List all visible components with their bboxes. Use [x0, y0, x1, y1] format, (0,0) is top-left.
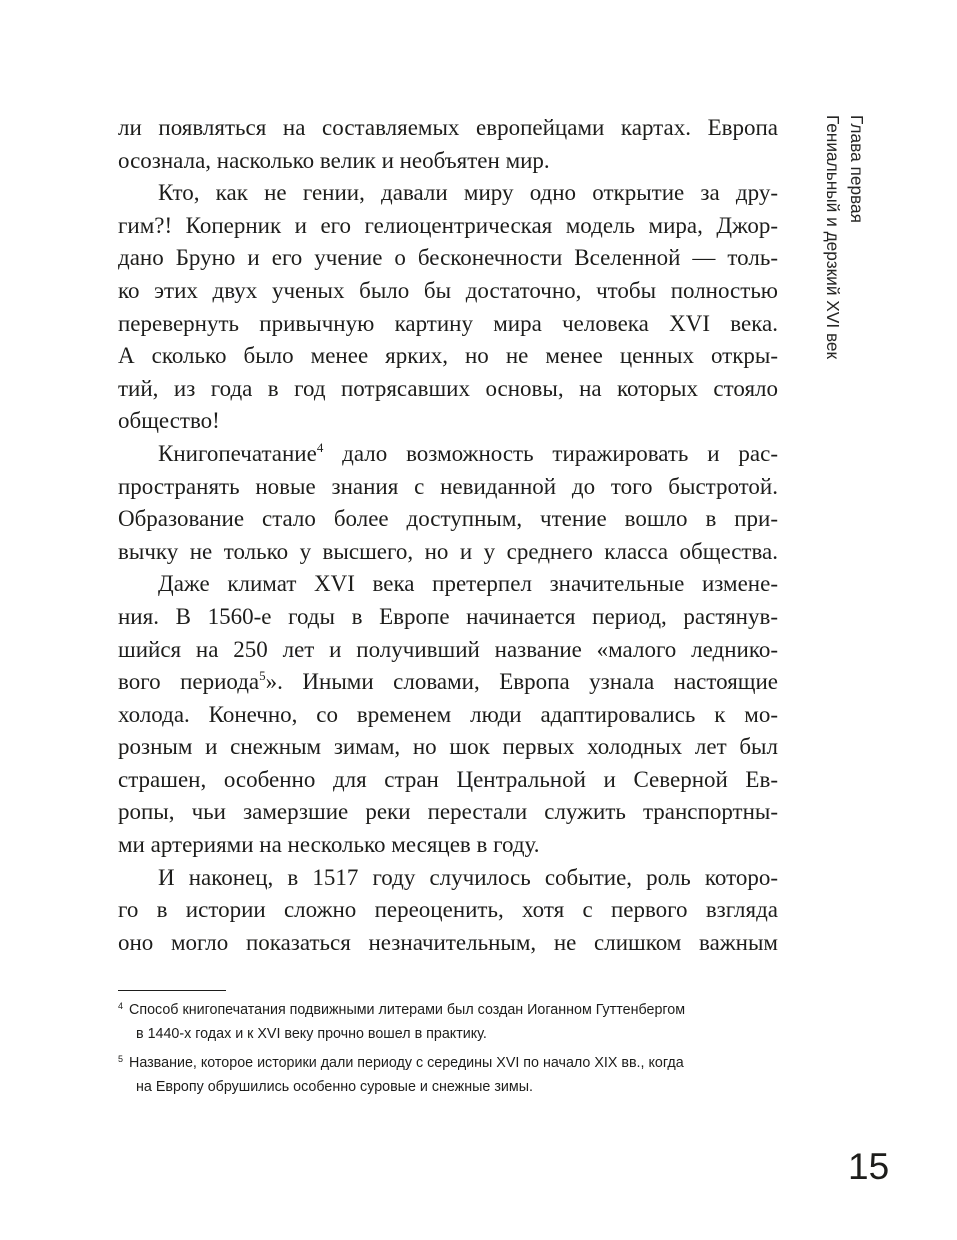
- text-line: И наконец, в 1517 году случилось событие, роль которо-: [158, 864, 778, 890]
- text-line: общество!: [118, 408, 220, 434]
- text-fragment: Книгопечатание: [158, 440, 317, 466]
- text-line: гим?! Коперник и его гелиоцентрическая модель мира, Джор-: [118, 212, 778, 238]
- text-line: шийся на 250 лет и получивший название «малого леднико-: [118, 636, 778, 662]
- text-line: перевернуть привычную картину мира человека XVI века.: [118, 310, 778, 336]
- footnote-ref-4[interactable]: 4: [316, 439, 324, 455]
- text-fragment: вого периода: [118, 669, 260, 695]
- footnotes: [118, 998, 779, 1104]
- footnote-5: [118, 1051, 779, 1100]
- footnote-text: Название, которое историки дали периоду с середины XVI по начало XIX вв., когда: [129, 1054, 684, 1071]
- footnote-text: Способ книгопечатания подвижными литерами был создан Иоганном Гуттенбергом: [129, 1002, 686, 1018]
- text-line: ния. В 1560-е годы в Европе начинается период, растянув-: [118, 603, 778, 629]
- footnote-number: 4: [118, 1001, 124, 1011]
- text-line: дано Бруно и его учение о бесконечности Вселенной — толь-: [118, 245, 778, 271]
- footnote-ref-5[interactable]: 5: [259, 668, 266, 684]
- text-line: Даже климат XVI века претерпел значительные измене-: [158, 571, 778, 597]
- text-line: Образование стало более доступным, чтение вошло в при-: [118, 506, 778, 532]
- page-number: 15: [848, 1146, 890, 1187]
- running-head: [797, 115, 869, 545]
- text-line: пространять новые знания с невиданной до того быстротой.: [118, 473, 778, 499]
- footnote-line: [118, 1051, 779, 1075]
- text-line: ли появляться на составляемых европейцами картах. Европа: [118, 115, 778, 140]
- text-fragment: ». Иными словами, Европа узнала настоящие: [265, 669, 779, 695]
- text-line: оно могло показаться незначительным, не слишком важным: [118, 929, 778, 955]
- text-line: ропы, чьи замерзшие реки перестали служить транспортны-: [118, 799, 778, 825]
- text-line: осознала, насколько велик и необъятен мир.: [118, 147, 550, 173]
- running-head-rotated: [821, 115, 869, 359]
- text-line: ми артериями на несколько месяцев в году.: [118, 832, 540, 858]
- text-line: Кто, как не гении, давали миру одно открытие за дру-: [158, 180, 778, 206]
- text-line: [118, 666, 778, 699]
- footnote-line: [118, 998, 779, 1022]
- text-line: холода. Конечно, со временем люди адаптировались к мо-: [118, 701, 778, 727]
- paragraph-1: [118, 112, 778, 177]
- paragraph-2: [118, 177, 778, 438]
- text-line: вычку не только у высшего, но и у среднего класса общества.: [118, 538, 778, 564]
- footnote-line: на Европу обрушились особенно суровые и снежные зимы.: [136, 1079, 533, 1096]
- paragraph-4: [118, 568, 778, 861]
- running-head-title: Гениальный и дерзкий XVI век: [823, 115, 843, 360]
- paragraph-3: [118, 438, 778, 568]
- footnote-divider: [118, 990, 226, 991]
- footnote-4: [118, 998, 779, 1047]
- main-text: [118, 112, 778, 959]
- footnote-number: 5: [118, 1053, 124, 1064]
- text-line: тий, из года в год потрясавших основы, на которых стояло: [118, 375, 778, 401]
- paragraph-5: [118, 862, 778, 960]
- text-line: страшен, особенно для стран Центральной и Северной Ев-: [118, 766, 778, 792]
- text-line: [118, 438, 778, 471]
- footnote-line: в 1440-х годах и к XVI веку прочно вошел в практику.: [136, 1026, 487, 1043]
- text-line: го в истории сложно переоценить, хотя с первого взгляда: [118, 897, 778, 923]
- text-fragment: дало возможность тиражировать и рас-: [323, 440, 778, 466]
- text-line: ко этих двух ученых было бы достаточно, чтобы полностью: [118, 277, 778, 303]
- text-line: розным и снежным зимам, но шок первых холодных лет был: [118, 734, 778, 760]
- text-line: А сколько было менее ярких, но не менее ценных откры-: [118, 343, 778, 369]
- running-head-chapter: Глава первая: [847, 115, 867, 224]
